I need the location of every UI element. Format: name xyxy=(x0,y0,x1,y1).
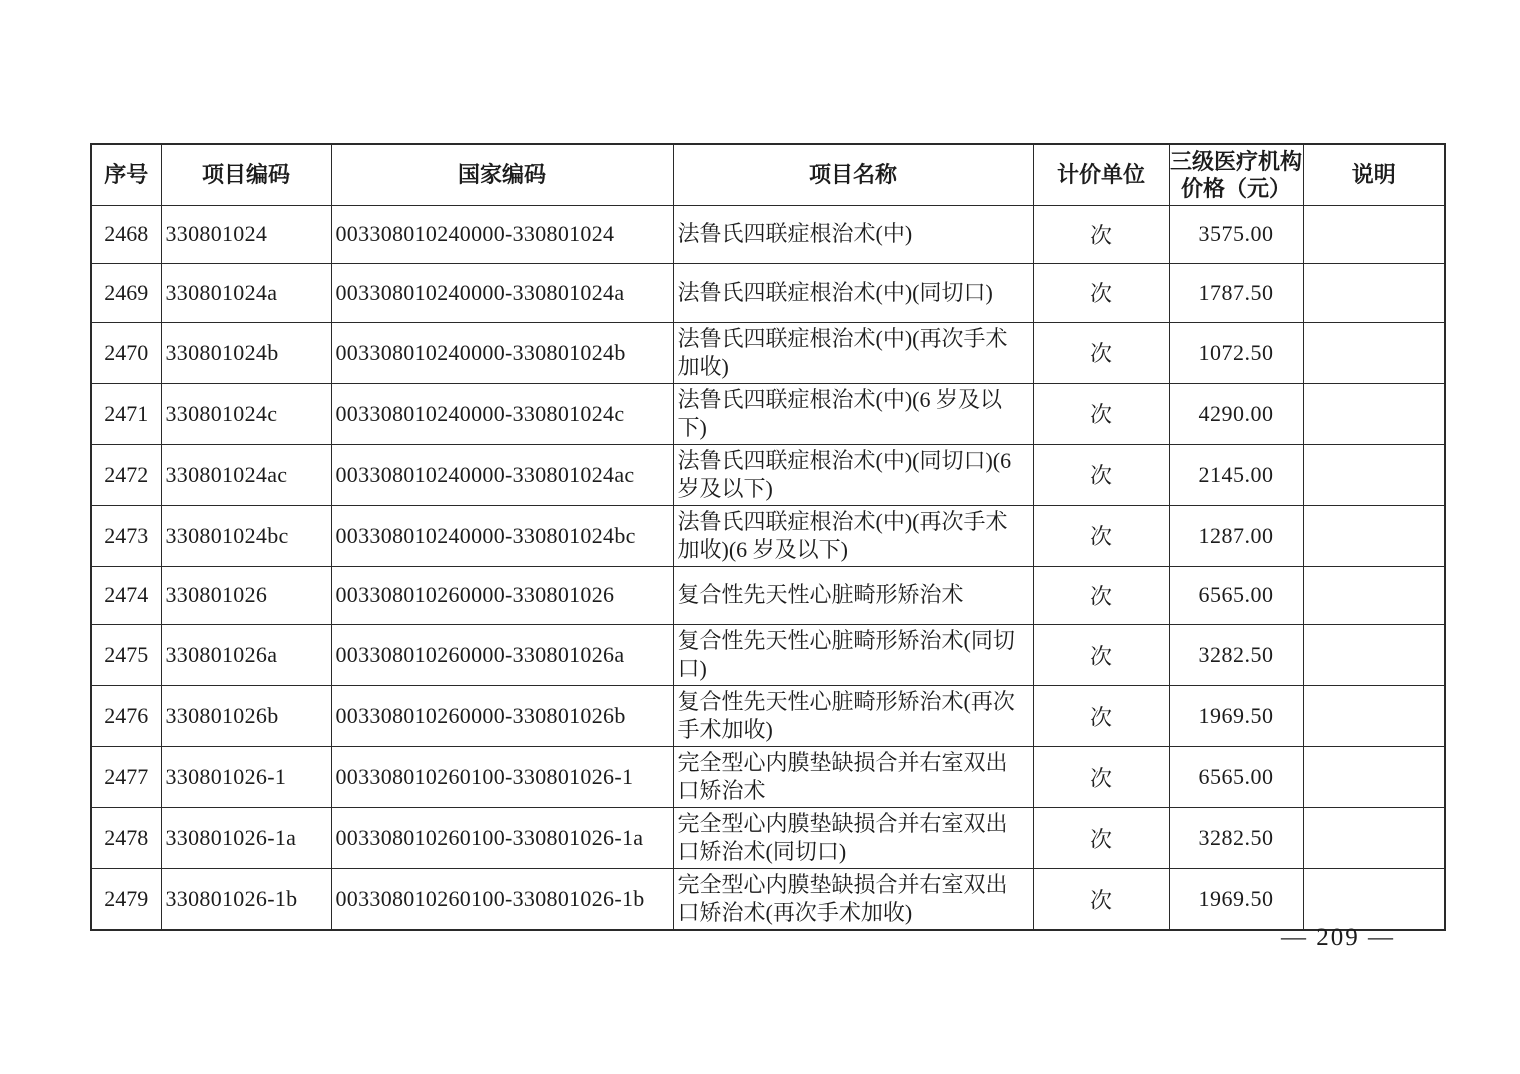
cell-note xyxy=(1303,869,1445,931)
cell-tertiary-price: 3575.00 xyxy=(1169,205,1303,264)
table-row xyxy=(91,808,1445,869)
table-row xyxy=(91,566,1445,625)
table-row xyxy=(91,444,1445,505)
header-pricing-unit: 计价单位 xyxy=(1033,144,1169,205)
cell-tertiary-price: 1287.00 xyxy=(1169,505,1303,566)
cell-national-code: 003308010260100-330801026-1b xyxy=(331,869,673,931)
cell-national-code: 003308010240000-330801024c xyxy=(331,383,673,444)
cell-project-name: 复合性先天性心脏畸形矫治术(再次手术加收) xyxy=(673,686,1033,747)
cell-project-code: 330801026a xyxy=(161,625,331,686)
cell-project-name: 法鲁氏四联症根治术(中)(再次手术加收) xyxy=(673,322,1033,383)
cell-note xyxy=(1303,686,1445,747)
table-body xyxy=(91,205,1445,930)
cell-tertiary-price: 1969.50 xyxy=(1169,686,1303,747)
cell-seq: 2476 xyxy=(91,686,161,747)
header-tertiary-price-line2: 价格（元） xyxy=(1180,175,1291,201)
cell-tertiary-price: 3282.50 xyxy=(1169,808,1303,869)
cell-project-code: 330801026b xyxy=(161,686,331,747)
cell-project-code: 330801026-1 xyxy=(161,747,331,808)
table-row xyxy=(91,505,1445,566)
cell-pricing-unit: 次 xyxy=(1033,686,1169,747)
cell-seq: 2472 xyxy=(91,444,161,505)
header-project-name: 项目名称 xyxy=(673,144,1033,205)
page-number: — 209 — xyxy=(1281,924,1395,951)
cell-note xyxy=(1303,505,1445,566)
cell-seq: 2469 xyxy=(91,264,161,323)
cell-note xyxy=(1303,747,1445,808)
cell-project-name: 完全型心内膜垫缺损合并右室双出口矫治术(同切口) xyxy=(673,808,1033,869)
cell-note xyxy=(1303,566,1445,625)
cell-note xyxy=(1303,264,1445,323)
cell-pricing-unit: 次 xyxy=(1033,869,1169,931)
cell-note xyxy=(1303,205,1445,264)
cell-seq: 2479 xyxy=(91,869,161,931)
cell-pricing-unit: 次 xyxy=(1033,322,1169,383)
cell-project-code: 330801024b xyxy=(161,322,331,383)
cell-seq: 2475 xyxy=(91,625,161,686)
table-row xyxy=(91,264,1445,323)
cell-seq: 2473 xyxy=(91,505,161,566)
header-seq: 序号 xyxy=(91,144,161,205)
table-row xyxy=(91,686,1445,747)
cell-pricing-unit: 次 xyxy=(1033,747,1169,808)
header-tertiary-price-line1: 三级医疗机构 xyxy=(1169,148,1302,174)
cell-national-code: 003308010260000-330801026a xyxy=(331,625,673,686)
table-row xyxy=(91,747,1445,808)
cell-tertiary-price: 3282.50 xyxy=(1169,625,1303,686)
cell-project-code: 330801024ac xyxy=(161,444,331,505)
cell-seq: 2470 xyxy=(91,322,161,383)
cell-pricing-unit: 次 xyxy=(1033,505,1169,566)
cell-national-code: 003308010260000-330801026 xyxy=(331,566,673,625)
cell-project-name: 法鲁氏四联症根治术(中)(同切口)(6 岁及以下) xyxy=(673,444,1033,505)
cell-note xyxy=(1303,383,1445,444)
cell-national-code: 003308010240000-330801024ac xyxy=(331,444,673,505)
cell-project-name: 法鲁氏四联症根治术(中)(6 岁及以下) xyxy=(673,383,1033,444)
table-row xyxy=(91,869,1445,931)
cell-project-code: 330801024bc xyxy=(161,505,331,566)
medical-price-table xyxy=(90,143,1446,931)
table-header-row xyxy=(91,144,1445,205)
table-row xyxy=(91,383,1445,444)
cell-national-code: 003308010240000-330801024b xyxy=(331,322,673,383)
cell-project-code: 330801024a xyxy=(161,264,331,323)
cell-tertiary-price: 1969.50 xyxy=(1169,869,1303,931)
cell-tertiary-price: 1072.50 xyxy=(1169,322,1303,383)
cell-seq: 2471 xyxy=(91,383,161,444)
cell-note xyxy=(1303,322,1445,383)
cell-national-code: 003308010240000-330801024 xyxy=(331,205,673,264)
cell-national-code: 003308010240000-330801024a xyxy=(331,264,673,323)
header-tertiary-price xyxy=(1169,144,1303,205)
cell-project-name: 复合性先天性心脏畸形矫治术(同切口) xyxy=(673,625,1033,686)
cell-seq: 2474 xyxy=(91,566,161,625)
cell-national-code: 003308010240000-330801024bc xyxy=(331,505,673,566)
cell-tertiary-price: 6565.00 xyxy=(1169,747,1303,808)
cell-note xyxy=(1303,808,1445,869)
cell-pricing-unit: 次 xyxy=(1033,566,1169,625)
cell-project-code: 330801024 xyxy=(161,205,331,264)
cell-project-name: 复合性先天性心脏畸形矫治术 xyxy=(673,566,1033,625)
header-note: 说明 xyxy=(1303,144,1445,205)
cell-national-code: 003308010260000-330801026b xyxy=(331,686,673,747)
cell-pricing-unit: 次 xyxy=(1033,808,1169,869)
cell-tertiary-price: 1787.50 xyxy=(1169,264,1303,323)
cell-national-code: 003308010260100-330801026-1 xyxy=(331,747,673,808)
cell-project-code: 330801026 xyxy=(161,566,331,625)
cell-tertiary-price: 6565.00 xyxy=(1169,566,1303,625)
cell-pricing-unit: 次 xyxy=(1033,444,1169,505)
cell-project-code: 330801026-1b xyxy=(161,869,331,931)
cell-note xyxy=(1303,444,1445,505)
table-row xyxy=(91,322,1445,383)
cell-pricing-unit: 次 xyxy=(1033,205,1169,264)
cell-pricing-unit: 次 xyxy=(1033,625,1169,686)
cell-tertiary-price: 2145.00 xyxy=(1169,444,1303,505)
header-project-code: 项目编码 xyxy=(161,144,331,205)
cell-national-code: 003308010260100-330801026-1a xyxy=(331,808,673,869)
cell-seq: 2468 xyxy=(91,205,161,264)
cell-pricing-unit: 次 xyxy=(1033,264,1169,323)
cell-seq: 2477 xyxy=(91,747,161,808)
cell-note xyxy=(1303,625,1445,686)
cell-project-name: 法鲁氏四联症根治术(中)(同切口) xyxy=(673,264,1033,323)
cell-project-name: 法鲁氏四联症根治术(中)(再次手术加收)(6 岁及以下) xyxy=(673,505,1033,566)
cell-pricing-unit: 次 xyxy=(1033,383,1169,444)
cell-project-name: 法鲁氏四联症根治术(中) xyxy=(673,205,1033,264)
cell-seq: 2478 xyxy=(91,808,161,869)
cell-project-name: 完全型心内膜垫缺损合并右室双出口矫治术 xyxy=(673,747,1033,808)
cell-tertiary-price: 4290.00 xyxy=(1169,383,1303,444)
table-row xyxy=(91,625,1445,686)
cell-project-code: 330801024c xyxy=(161,383,331,444)
cell-project-name: 完全型心内膜垫缺损合并右室双出口矫治术(再次手术加收) xyxy=(673,869,1033,931)
table-row xyxy=(91,205,1445,264)
header-national-code: 国家编码 xyxy=(331,144,673,205)
cell-project-code: 330801026-1a xyxy=(161,808,331,869)
